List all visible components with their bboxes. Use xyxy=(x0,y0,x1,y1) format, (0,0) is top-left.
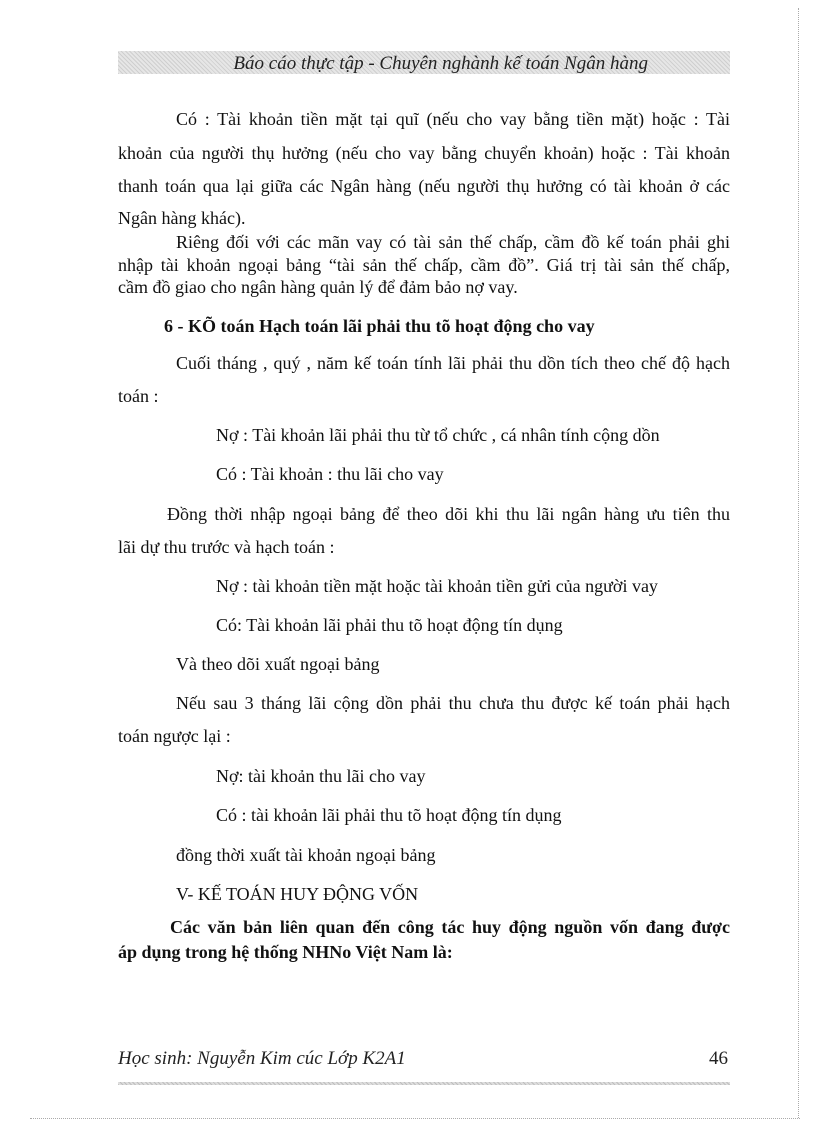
section-heading-v: V- KẾ TOÁN HUY ĐỘNG VỐN xyxy=(176,884,419,904)
paragraph-line: toán ngược lại : xyxy=(118,726,231,746)
entry-line: Có: Tài khoản lãi phải thu tõ hoạt động tín dụng xyxy=(216,615,563,635)
paragraph-line: Ngân hàng khác). xyxy=(118,208,246,228)
paragraph-line: lãi dự thu trước và hạch toán : xyxy=(118,537,335,557)
footer-student: Học sinh: Nguyễn Kim cúc Lớp K2A1 xyxy=(118,1048,406,1069)
entry-line: Nợ : Tài khoản lãi phải thu từ tổ chức , cá nhân tính cộng dồn xyxy=(216,425,660,445)
paragraph-line-bold: Các văn bản liên quan đến công tác huy động nguồn vốn đang được xyxy=(170,917,730,937)
paragraph-line: đồng thời xuất tài khoản ngoại bảng xyxy=(176,845,436,865)
entry-line: Có : Tài khoản : thu lãi cho vay xyxy=(216,464,444,484)
section-heading-6: 6 - KÕ toán Hạch toán lãi phải thu tõ hoạt động cho vay xyxy=(164,316,595,336)
paragraph-line: Đồng thời nhập ngoại bảng để theo dõi khi thu lãi ngân hàng ưu tiên thu xyxy=(167,504,730,524)
entry-line: Nợ: tài khoản thu lãi cho vay xyxy=(216,766,426,786)
paragraph-line: khoản của người thụ hưởng (nếu cho vay bằng chuyển khoản) hoặc : Tài khoản xyxy=(118,143,730,163)
paragraph-line: Có : Tài khoản tiền mặt tại quĩ (nếu cho vay bằng tiền mặt) hoặc : Tài xyxy=(176,109,730,129)
page-shadow-right xyxy=(798,8,799,1118)
entry-line: Nợ : tài khoản tiền mặt hoặc tài khoản tiền gửi của người vay xyxy=(216,576,658,596)
paragraph-line: Riêng đối với các mãn vay có tài sản thế chấp, cầm đồ kế toán phải ghi xyxy=(176,232,730,252)
paragraph-line: Cuối tháng , quý , năm kế toán tính lãi phải thu dồn tích theo chế độ hạch xyxy=(176,353,730,373)
paragraph-line: toán : xyxy=(118,386,159,406)
paragraph-line: Và theo dõi xuất ngoại bảng xyxy=(176,654,380,674)
page-shadow-bottom xyxy=(30,1118,800,1119)
footer-rule xyxy=(118,1082,730,1085)
paragraph-line: Nếu sau 3 tháng lãi cộng dồn phải thu chưa thu được kế toán phải hạch xyxy=(176,693,730,713)
entry-line: Có : tài khoản lãi phải thu tõ hoạt động tín dụng xyxy=(216,805,562,825)
paragraph-line: thanh toán qua lại giữa các Ngân hàng (nếu người thụ hưởng có tài khoản ở các xyxy=(118,176,730,196)
paragraph-line-bold: áp dụng trong hệ thống NHNo Việt Nam là: xyxy=(118,942,453,962)
header-title: Báo cáo thực tập - Chuyên nghành kế toán Ngân hàng xyxy=(233,53,648,74)
page-number: 46 xyxy=(709,1048,728,1069)
paragraph-line: cầm đồ giao cho ngân hàng quản lý để đảm bảo nợ vay. xyxy=(118,277,518,297)
paragraph-line: nhập tài khoản ngoại bảng “tài sản thế chấp, cầm đồ”. Giá trị tài sản thế chấp, xyxy=(118,255,730,275)
